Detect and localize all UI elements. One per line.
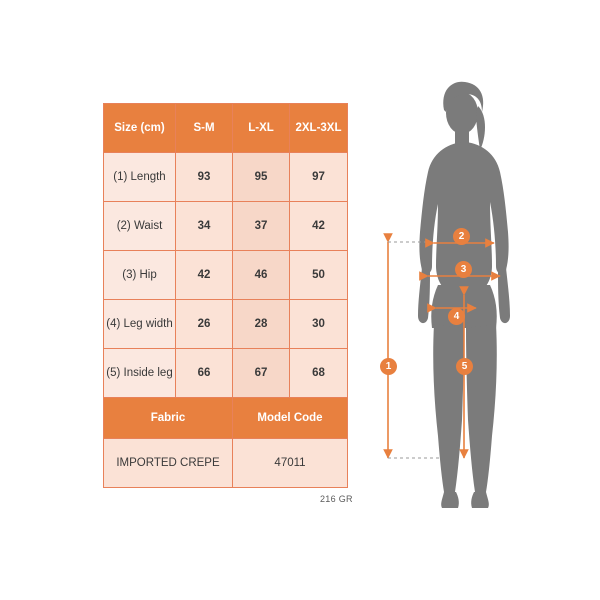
cell-waist-2xl-3xl: 42 <box>290 202 348 251</box>
cell-hip-2xl-3xl: 50 <box>290 251 348 300</box>
column-header-size: Size (cm) <box>104 104 176 153</box>
cell-length-2xl-3xl: 97 <box>290 153 348 202</box>
column-header-l-xl: L-XL <box>233 104 290 153</box>
cell-leg-width-2xl-3xl: 30 <box>290 300 348 349</box>
table-row <box>104 251 348 300</box>
cell-length-s-m: 93 <box>176 153 233 202</box>
cell-waist-s-m: 34 <box>176 202 233 251</box>
body-figure-panel <box>370 80 590 520</box>
cell-inside-leg-2xl-3xl: 68 <box>290 349 348 398</box>
cell-fabric-value: IMPORTED CREPE <box>104 439 233 488</box>
fabric-weight-label: 216 GR <box>320 494 353 504</box>
table-footer-row <box>104 439 348 488</box>
cell-leg-width-s-m: 26 <box>176 300 233 349</box>
row-label-length: (1) Length <box>104 153 176 202</box>
measurement-marker-1: 1 <box>380 358 397 375</box>
table-footer-header-row <box>104 398 348 439</box>
column-header-s-m: S-M <box>176 104 233 153</box>
row-label-waist: (2) Waist <box>104 202 176 251</box>
measurement-marker-4: 4 <box>448 308 465 325</box>
cell-hip-l-xl: 46 <box>233 251 290 300</box>
table-header-row <box>104 104 348 153</box>
column-header-2xl-3xl: 2XL-3XL <box>290 104 348 153</box>
row-label-hip: (3) Hip <box>104 251 176 300</box>
size-table-container <box>103 103 347 488</box>
column-header-fabric: Fabric <box>104 398 233 439</box>
column-header-model-code: Model Code <box>233 398 348 439</box>
cell-length-l-xl: 95 <box>233 153 290 202</box>
cell-leg-width-l-xl: 28 <box>233 300 290 349</box>
size-table <box>103 103 348 488</box>
cell-hip-s-m: 42 <box>176 251 233 300</box>
measurement-marker-2: 2 <box>453 228 470 245</box>
table-row <box>104 202 348 251</box>
table-row <box>104 300 348 349</box>
cell-model-code-value: 47011 <box>233 439 348 488</box>
measurement-marker-5: 5 <box>456 358 473 375</box>
row-label-inside-leg: (5) Inside leg <box>104 349 176 398</box>
female-body-silhouette-icon <box>370 80 590 520</box>
cell-inside-leg-l-xl: 67 <box>233 349 290 398</box>
measurement-marker-3: 3 <box>455 261 472 278</box>
row-label-leg-width: (4) Leg width <box>104 300 176 349</box>
cell-inside-leg-s-m: 66 <box>176 349 233 398</box>
table-row <box>104 153 348 202</box>
cell-waist-l-xl: 37 <box>233 202 290 251</box>
table-row <box>104 349 348 398</box>
